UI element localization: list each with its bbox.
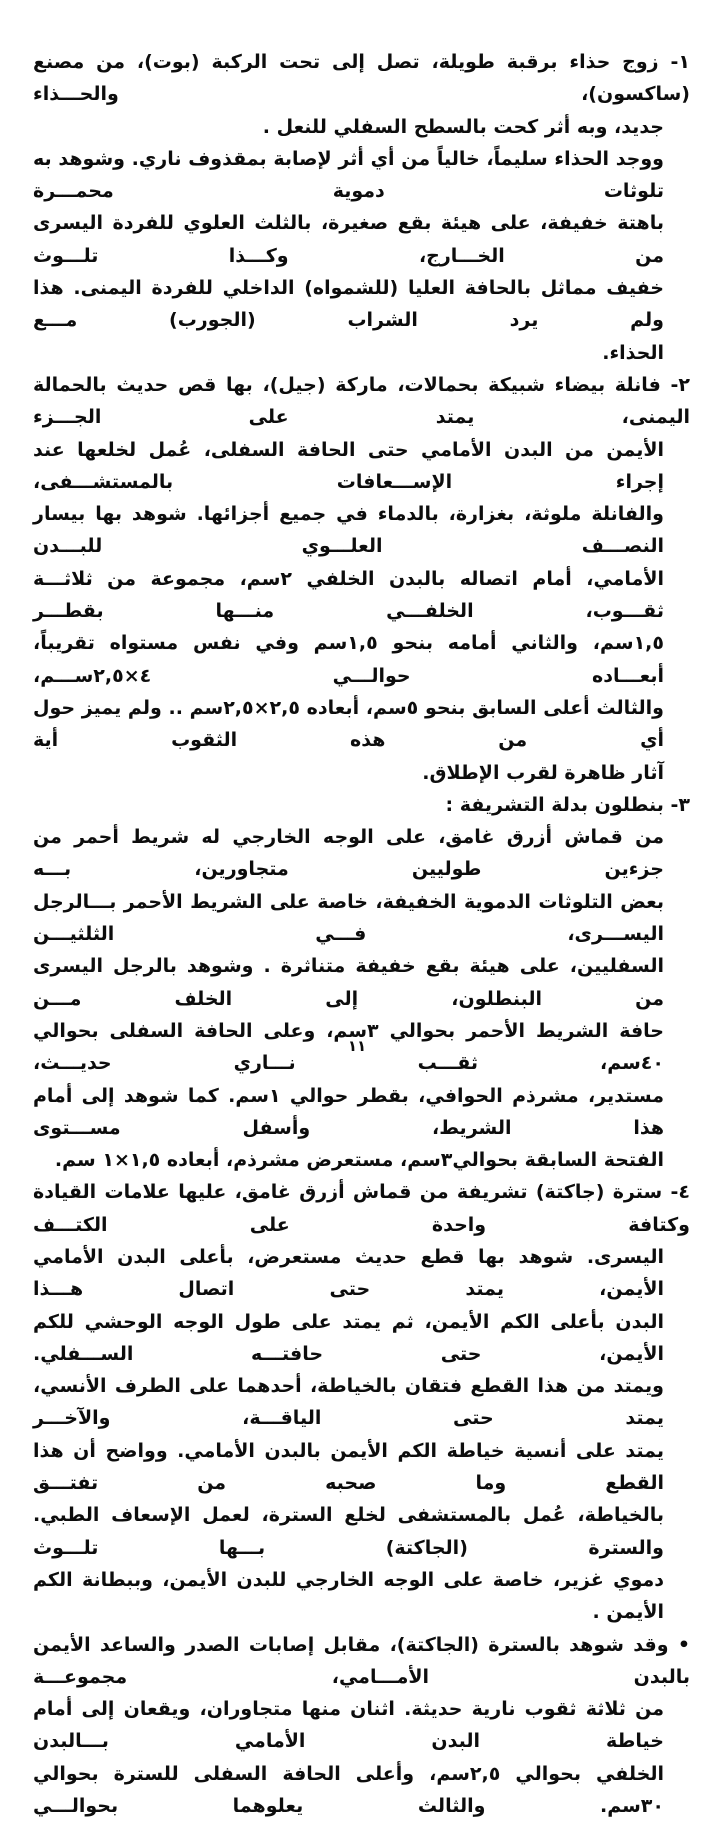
text-line: ٤- سترة (جاكتة) تشريفة من قماش أزرق غامق، عليها علامات القيادة وكتافة واحدة على الكتـــف	[33, 1181, 690, 1236]
text-line: ١- زوج حذاء برقبة طويلة، تصل إلى تحت الركبة (بوت)، من مصنع (ساكسون)، والحـــذاء	[33, 51, 690, 106]
text-line: باهتة خفيفة، على هيئة بقع صغيرة، بالثلث العلوي للفردة اليسرى من الخـــارج، وكـــذا تلـــوث	[33, 212, 664, 267]
text-line: والثالث أعلى السابق بنحو ٥سم، أبعاده ٢,٥×٢,٥سم .. ولم يميز حول أي من هذه الثقوب أية	[33, 696, 664, 752]
text-line: السفليين، على هيئة بقع خفيفة متناثرة . وشوهد بالرجل اليسرى من البنطلون، إلى الخلف مـــن	[33, 955, 664, 1010]
text-line: ويمتد من هذا القطع فتقان بالخياطة، أحدهما على الطرف الأنسي، يمتد حتى الياقـــة، والآخـــر	[33, 1375, 664, 1430]
text-line: ١,٥سم، والثاني أمامه بنحو ١,٥سم وفي نفس مستواه تقريباً، أبعـــاده حوالـــي ٤×٢,٥ســـم،	[33, 632, 664, 687]
text-line: الحذاء.	[602, 341, 664, 364]
text-line: الأمامي، أمام اتصاله بالبدن الخلفي ٢سم، مجموعة من ثلاثـــة ثقـــوب، الخلفـــي منـــها بقطـــر	[33, 567, 664, 623]
text-line: • وقد شوهد بالسترة (الجاكتة)، مقابل إصابات الصدر والساعد الأيمن بالبدن الأمـــامي، مجموعـــة	[33, 1633, 690, 1688]
item-4-jacket	[33, 1176, 690, 1628]
item-1-boots	[33, 46, 690, 369]
text-line: بالخياطة، عُمل بالمستشفى لخلع السترة، لعمل الإسعاف الطبي. والسترة (الجاكتة) بـــها تلـــوث	[33, 1504, 664, 1559]
text-line: البدن بأعلى الكم الأيمن، ثم يمتد على طول الوجه الوحشي للكم الأيمن، حتى حافتـــه الســـفلي.	[33, 1310, 664, 1365]
text-line: الفتحة السابقة بحوالي٣سم، مستعرض مشرذم، أبعاده ١,٥×١ سم.	[54, 1149, 664, 1172]
text-line: بعض التلوثات الدموية الخفيفة، خاصة على الشريط الأحمر بـــالرجل اليســـرى، فـــي الثلثيـــن	[33, 890, 664, 946]
report-body	[33, 46, 690, 1822]
text-line: خفيف مماثل بالحافة العليا (للشمواه) الداخلي للفردة اليمنى. هذا ولم يرد الشراب (الجورب) مـــع	[33, 277, 664, 332]
text-line: من قماش أزرق غامق، على الوجه الخارجي له شريط أحمر من جزءين طوليين متجاورين، بـــه	[33, 826, 664, 881]
text-line: الخلفي بحوالي ٢,٥سم، وأعلى الحافة السفلى للسترة بحوالي ٣٠سم. والثالث يعلوهما بحوالـــي	[33, 1762, 664, 1818]
item-2-undershirt	[33, 369, 690, 789]
text-line: اليسرى. شوهد بها قطع حديث مستعرض، بأعلى البدن الأمامي الأيمن، يمتد حتى اتصال هـــذا	[33, 1245, 664, 1301]
text-line: دموي غزير، خاصة على الوجه الخارجي للبدن الأيمن، وببطانة الكم الأيمن .	[33, 1568, 664, 1624]
text-line: من ثلاثة ثقوب نارية حديثة. اثنان منها متجاوران، ويقعان إلى أمام خياطة البدن الأمامي بـــالبدن	[33, 1698, 664, 1753]
text-line: ٢- فانلة بيضاء شبيكة بحمالات، ماركة (جيل)، بها قص حديث بالحمالة اليمنى، يمتد على الجـــزء	[33, 373, 690, 429]
text-line: يمتد على أنسية خياطة الكم الأيمن بالبدن الأمامي. وواضح أن هذا القطع وما صحبه من تفتـــق	[33, 1439, 664, 1495]
item-3-trousers	[33, 789, 690, 1177]
page-number: ١١	[347, 1037, 367, 1055]
text-line: مستدير، مشرذم الحوافي، بقطر حوالي ١سم. كما شوهد إلى أمام هذا الشريط، وأسفل مســـتوى	[33, 1084, 664, 1139]
bullet-note-jacket-holes	[33, 1629, 690, 1822]
text-line: جديد، وبه أثر كحت بالسطح السفلي للنعل .	[262, 115, 664, 138]
text-line: والفانلة ملوثة، بغزارة، بالدماء في جميع أجزائها. شوهد بها بيسار النصـــف العلـــوي للبـــدن	[33, 503, 664, 558]
item-heading: ٣- بنطلون بدلة التشريفة :	[445, 793, 690, 816]
text-line: ووجد الحذاء سليماً، خالياً من أي أثر لإصابة بمقذوف ناري. وشوهد به تلوثات دموية محمـــرة	[33, 147, 664, 203]
text-line: حافة الشريط الأحمر بحوالي ٣سم، وعلى الحافة السفلى بحوالي ٤٠سم، ثقـــب نـــاري حديـــث،	[33, 1019, 664, 1075]
text-line: الأيمن من البدن الأمامي حتى الحافة السفلى، عُمل لخلعها عند إجراء الإســـعافات بالمستشـــفى،	[33, 438, 664, 493]
text-line: آثار ظاهرة لقرب الإطلاق.	[422, 761, 664, 784]
